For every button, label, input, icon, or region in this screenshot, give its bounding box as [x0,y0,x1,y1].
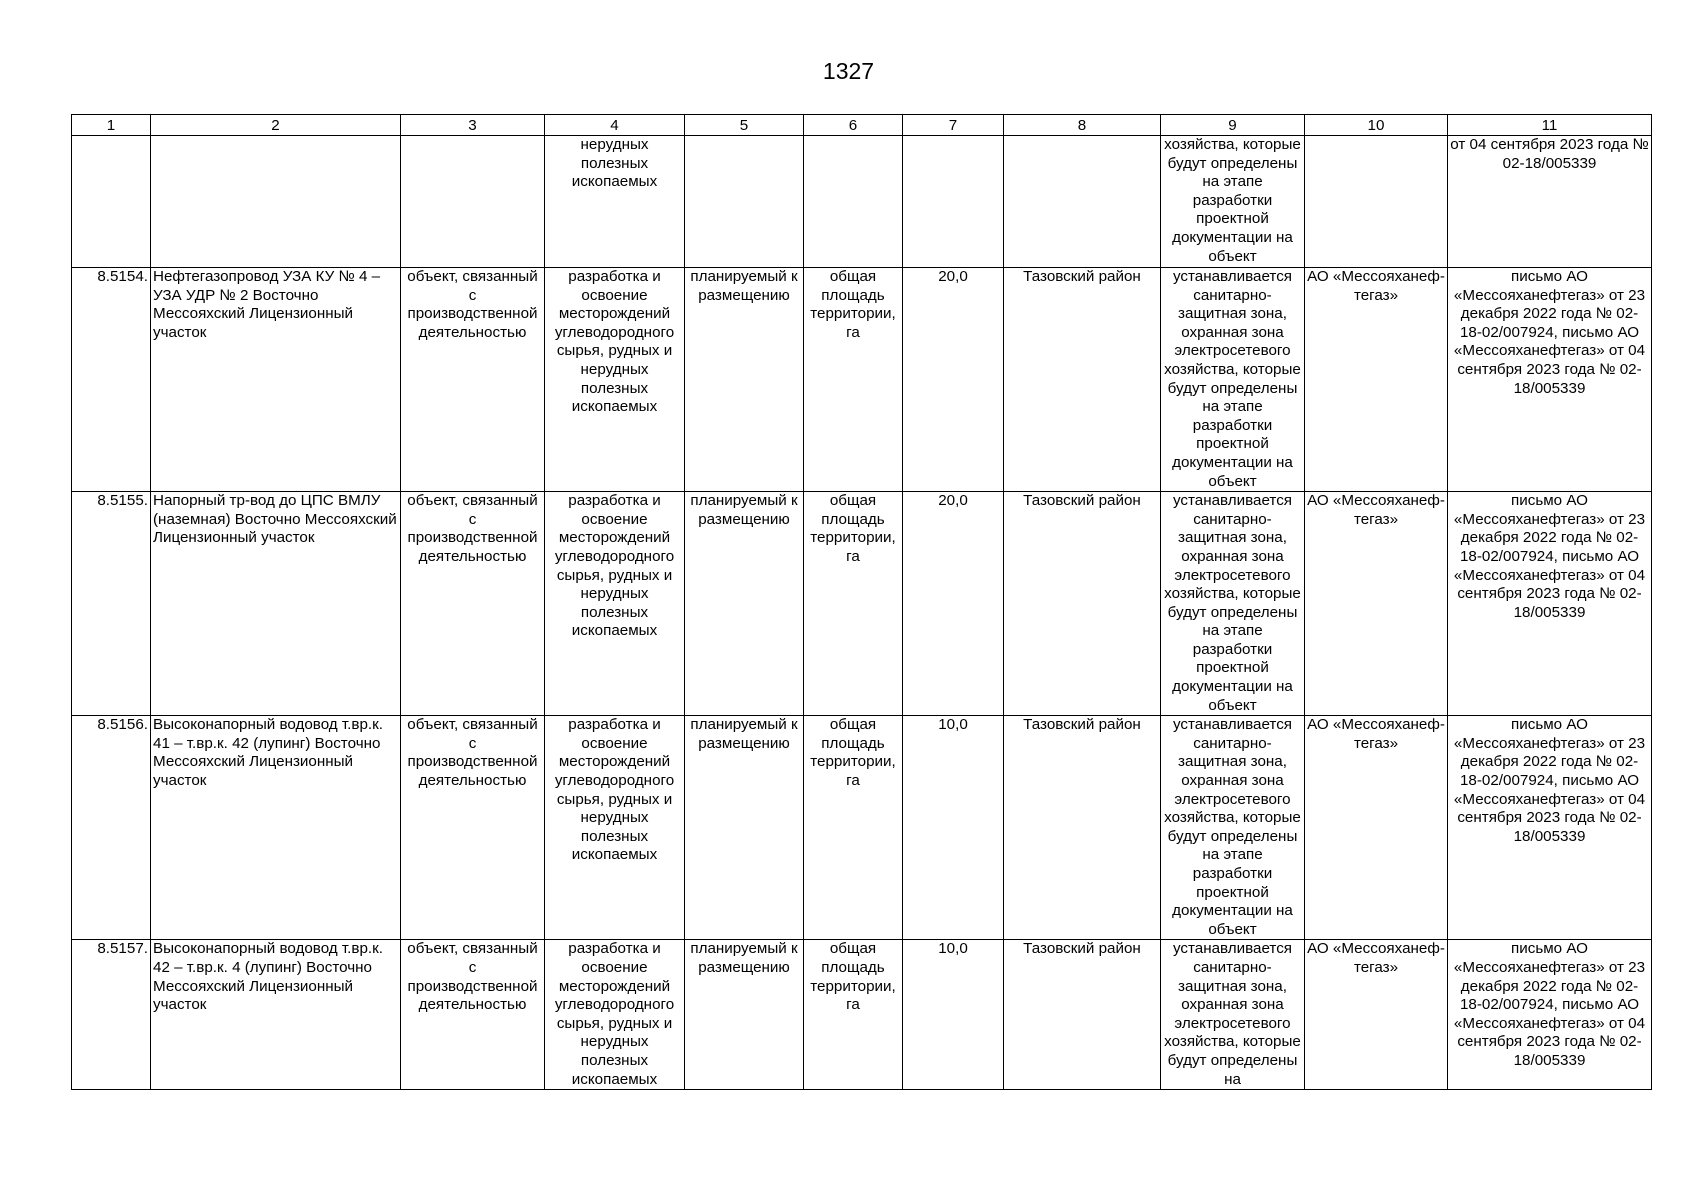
row-number: 8.5157. [72,940,151,1090]
object-purpose: нерудных полезных ископаемых [545,136,685,268]
object-type: объект, связанный с производственной деятельностью [401,940,545,1090]
object-location [1004,136,1161,268]
object-value [903,136,1004,268]
object-value: 10,0 [903,716,1004,940]
object-location: Тазовский район [1004,268,1161,492]
page-number: 1327 [822,58,875,84]
object-initiator: АО «Мессояханеф-тегаз» [1305,268,1448,492]
object-characteristic [804,136,903,268]
object-purpose: разработка и освоение месторождений углеводородного сырья, рудных и нерудных полезных ископаемых [545,716,685,940]
object-status: планируемый к размещению [685,940,804,1090]
table-row [72,492,1652,716]
object-zones: устанавливается санитарно-защитная зона, охранная зона электросетевого хозяйства, которые будут определены на [1161,940,1305,1090]
object-zones: хозяйства, которые будут определены на этапе разработки проектной документации на объект [1161,136,1305,268]
object-characteristic: общая площадь территории, га [804,940,903,1090]
row-number: 8.5154. [72,268,151,492]
header-cell: 8 [1004,115,1161,136]
object-type: объект, связанный с производственной деятельностью [401,492,545,716]
object-zones: устанавливается санитарно-защитная зона, охранная зона электросетевого хозяйства, которые будут определены на этапе разработки проектной документации на объект [1161,716,1305,940]
object-value: 20,0 [903,492,1004,716]
object-location: Тазовский район [1004,940,1161,1090]
table-row [72,268,1652,492]
table-row [72,940,1652,1090]
object-initiator [1305,136,1448,268]
object-basis: письмо АО «Мессояханефтегаз» от 23 декабря 2022 года № 02-18-02/007924, письмо АО «Мессояханефтегаз» от 04 сентября 2023 года № 02-18/005339 [1448,492,1652,716]
object-status: планируемый к размещению [685,492,804,716]
object-name: Напорный тр-вод до ЦПС ВМЛУ (наземная) Восточно Мессояхский Лицензионный участок [151,492,401,716]
object-name: Высоконапорный водовод т.вр.к. 41 – т.вр.к. 42 (лупинг) Восточно Мессояхский Лицензионный участок [151,716,401,940]
row-number [72,136,151,268]
header-cell: 4 [545,115,685,136]
header-cell: 7 [903,115,1004,136]
object-location: Тазовский район [1004,492,1161,716]
object-basis: письмо АО «Мессояханефтегаз» от 23 декабря 2022 года № 02-18-02/007924, письмо АО «Мессояханефтегаз» от 04 сентября 2023 года № 02-18/005339 [1448,268,1652,492]
object-status: планируемый к размещению [685,268,804,492]
object-name: Нефтегазопровод УЗА КУ № 4 – УЗА УДР № 2 Восточно Мессояхский Лицензионный участок [151,268,401,492]
header-cell: 1 [72,115,151,136]
registry-table [71,114,1652,1090]
object-name [151,136,401,268]
object-status [685,136,804,268]
object-basis: письмо АО «Мессояханефтегаз» от 23 декабря 2022 года № 02-18-02/007924, письмо АО «Мессояханефтегаз» от 04 сентября 2023 года № 02-18/005339 [1448,716,1652,940]
header-cell: 9 [1161,115,1305,136]
object-basis: от 04 сентября 2023 года № 02-18/005339 [1448,136,1652,268]
object-purpose: разработка и освоение месторождений углеводородного сырья, рудных и нерудных полезных ископаемых [545,492,685,716]
object-characteristic: общая площадь территории, га [804,492,903,716]
object-initiator: АО «Мессояханеф-тегаз» [1305,716,1448,940]
header-row [72,115,1652,136]
object-location: Тазовский район [1004,716,1161,940]
row-number: 8.5156. [72,716,151,940]
object-basis: письмо АО «Мессояханефтегаз» от 23 декабря 2022 года № 02-18-02/007924, письмо АО «Мессояханефтегаз» от 04 сентября 2023 года № 02-18/005339 [1448,940,1652,1090]
object-purpose: разработка и освоение месторождений углеводородного сырья, рудных и нерудных полезных ископаемых [545,268,685,492]
header-cell: 11 [1448,115,1652,136]
object-initiator: АО «Мессояханеф-тегаз» [1305,940,1448,1090]
header-cell: 2 [151,115,401,136]
object-zones: устанавливается санитарно-защитная зона, охранная зона электросетевого хозяйства, которые будут определены на этапе разработки проектной документации на объект [1161,268,1305,492]
object-status: планируемый к размещению [685,716,804,940]
object-name: Высоконапорный водовод т.вр.к. 42 – т.вр.к. 4 (лупинг) Восточно Мессояхский Лицензионный участок [151,940,401,1090]
object-purpose: разработка и освоение месторождений углеводородного сырья, рудных и нерудных полезных ископаемых [545,940,685,1090]
header-cell: 5 [685,115,804,136]
header-cell: 3 [401,115,545,136]
object-type [401,136,545,268]
object-value: 20,0 [903,268,1004,492]
object-initiator: АО «Мессояханеф-тегаз» [1305,492,1448,716]
object-type: объект, связанный с производственной деятельностью [401,268,545,492]
header-cell: 10 [1305,115,1448,136]
object-type: объект, связанный с производственной деятельностью [401,716,545,940]
header-cell: 6 [804,115,903,136]
table-row [72,136,1652,268]
object-characteristic: общая площадь территории, га [804,268,903,492]
row-number: 8.5155. [72,492,151,716]
object-zones: устанавливается санитарно-защитная зона, охранная зона электросетевого хозяйства, которые будут определены на этапе разработки проектной документации на объект [1161,492,1305,716]
object-characteristic: общая площадь территории, га [804,716,903,940]
table-row [72,716,1652,940]
object-value: 10,0 [903,940,1004,1090]
